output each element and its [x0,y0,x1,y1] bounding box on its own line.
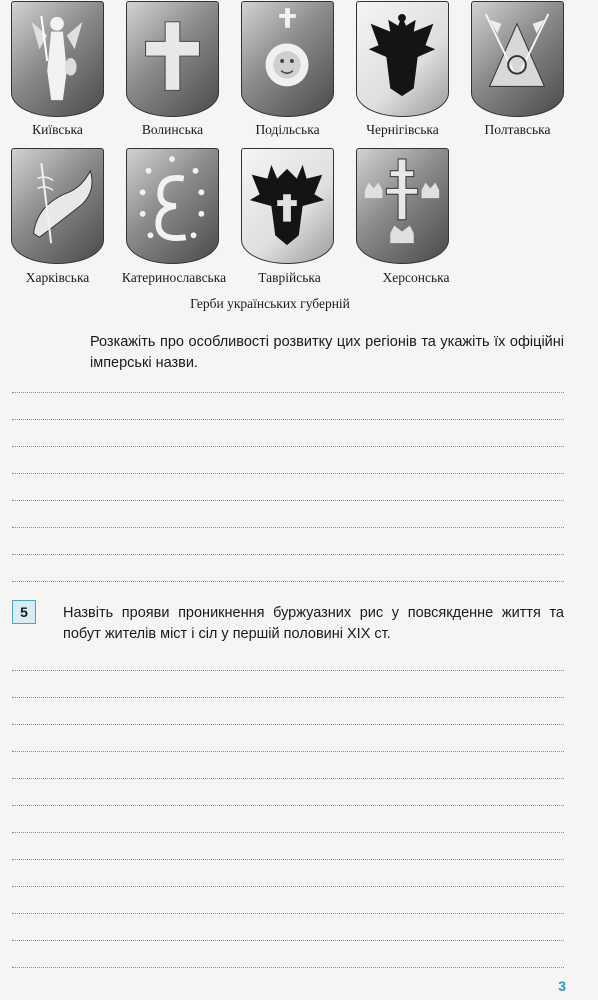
coat-of-arms-podillia [241,1,334,117]
answer-line[interactable] [12,554,564,555]
coat-label: Чернігівська [366,122,439,137]
answer-line[interactable] [12,446,564,447]
coat-label: Подільська [255,122,320,137]
answer-line[interactable] [12,940,564,941]
coat-label: Київська [32,122,83,137]
answer-line[interactable] [12,778,564,779]
task-4-prompt: Розкажіть про особливості розвитку цих регіонів та укажіть їх офіційні імперські назви. [90,334,564,371]
answer-line[interactable] [12,832,564,833]
coat-label: Волинська [141,122,204,137]
archangel-icon [12,2,103,116]
coat-of-arms-kharkiv [11,148,104,264]
monogram-stars-icon [127,149,218,263]
coat-of-arms-katerynoslav [126,148,219,264]
page-number: 3 [558,978,566,994]
cross-icon [127,2,218,116]
sun-cross-icon [242,2,333,116]
coat-of-arms-chernihiv [356,1,449,117]
task-number-badge: 5 [12,600,36,624]
coat-label: Полтавська [484,122,551,137]
figure-caption: Герби українських губерній [190,296,350,311]
coat-of-arms-poltava [471,1,564,117]
answer-line[interactable] [12,473,564,474]
coat-label: Таврійська [258,270,321,285]
coat-label: Херсонська [382,270,450,285]
answer-line[interactable] [12,581,564,582]
double-eagle-icon [242,149,333,263]
coat-label: Катеринославська [121,270,227,285]
answer-line[interactable] [12,967,564,968]
coat-of-arms-kherson [356,148,449,264]
answer-line[interactable] [12,392,564,393]
coat-of-arms-tavria [241,148,334,264]
answer-line[interactable] [12,751,564,752]
coat-of-arms-kyiv [11,1,104,117]
cornucopia-icon [12,149,103,263]
answer-line[interactable] [12,913,564,914]
answer-line[interactable] [12,724,564,725]
task-5-prompt: Назвіть прояви проникнення буржуазних рис у повсякденне життя та побут жителів міст і сіл у першій половині XIX ст. [63,605,564,642]
answer-line[interactable] [12,670,564,671]
answer-line[interactable] [12,527,564,528]
flags-pyramid-icon [472,2,563,116]
coat-of-arms-volyn [126,1,219,117]
answer-line[interactable] [12,859,564,860]
cross-crowns-icon [357,149,448,263]
eagle-icon [357,2,448,116]
answer-line[interactable] [12,886,564,887]
answer-line[interactable] [12,500,564,501]
coat-label: Харківська [25,270,90,285]
answer-line[interactable] [12,805,564,806]
answer-line[interactable] [12,419,564,420]
answer-line[interactable] [12,697,564,698]
